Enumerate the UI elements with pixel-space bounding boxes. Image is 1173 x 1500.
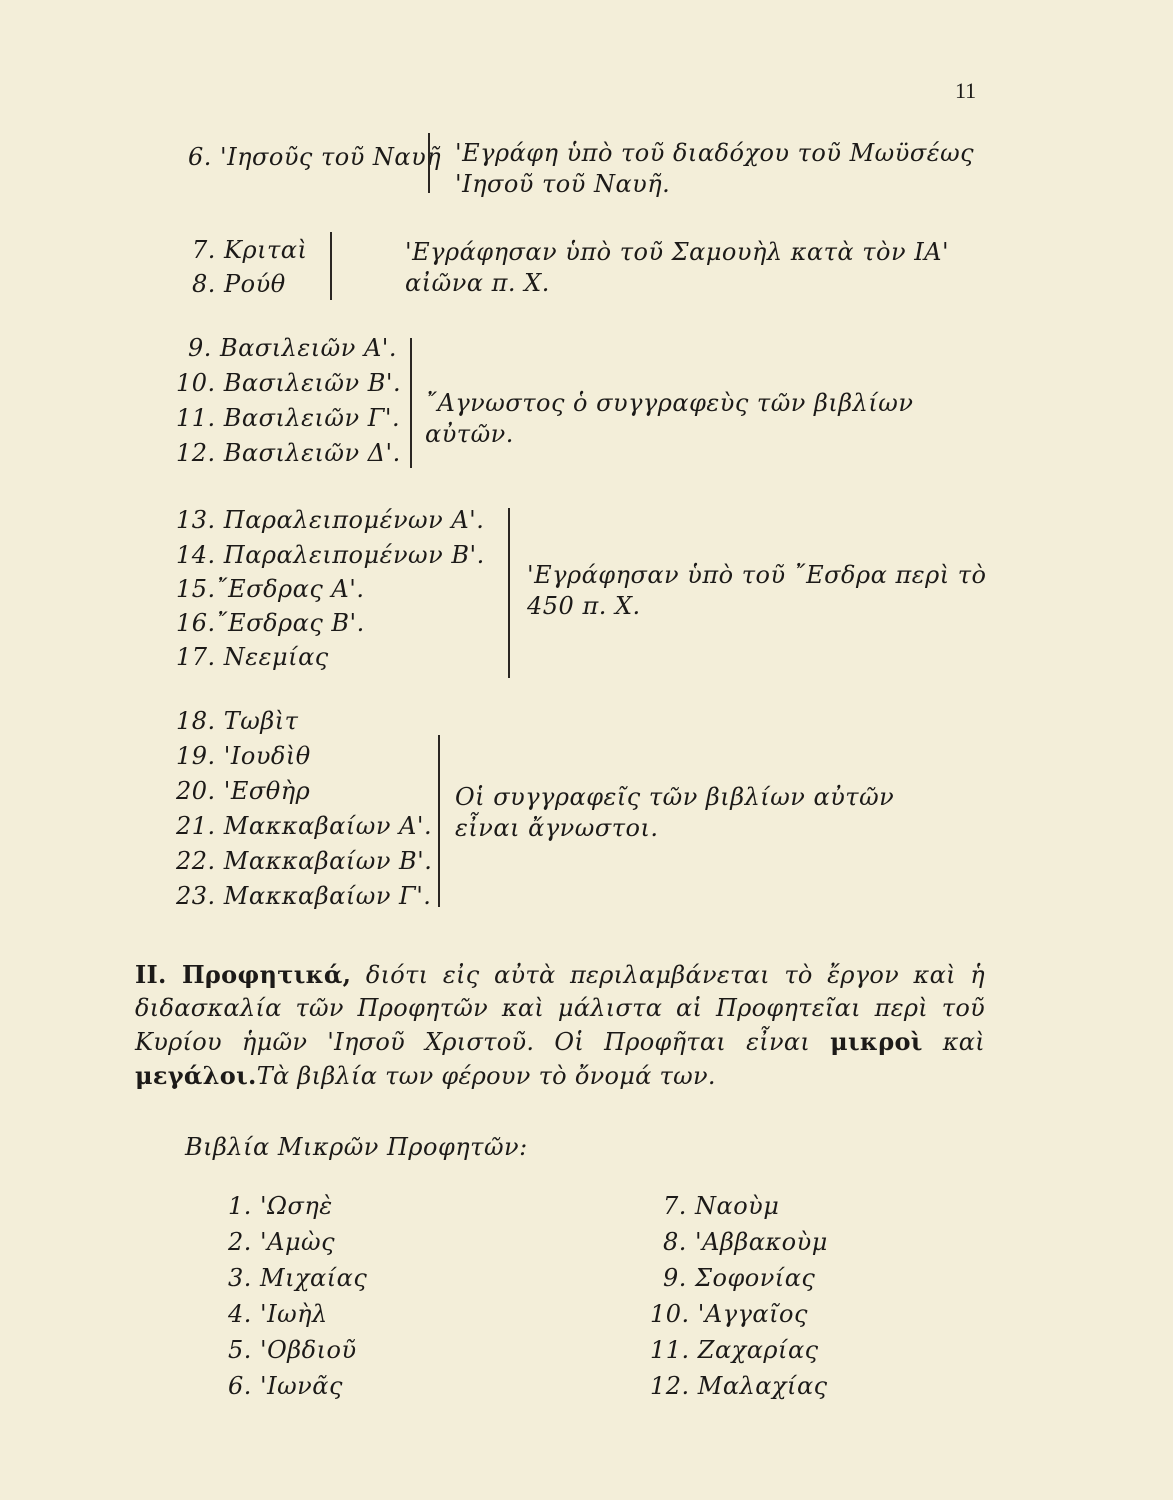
paragraph-text: Τὰ βιβλία των φέρουν τὸ ὄνομά των.	[256, 1062, 716, 1090]
paragraph-text: καὶ	[942, 1028, 986, 1056]
list-item: 12. Βασιλειῶν Δ'.	[176, 439, 401, 467]
section-heading: Βιβλία Μικρῶν Προφητῶν:	[185, 1133, 528, 1161]
list-item: 22. Μακκαβαίων Β'.	[176, 847, 433, 875]
emphasis-small: μικροὶ	[830, 1027, 923, 1056]
list-item: 10. Βασιλειῶν Β'.	[176, 369, 402, 397]
brace	[410, 338, 412, 468]
list-item: 5. 'Οβδιοῦ	[228, 1336, 357, 1364]
brace	[438, 735, 440, 907]
group-description: 'Εγράφησαν ὑπὸ τοῦ ῎Εσδρα περὶ τὸ 450 π. Χ.	[527, 561, 987, 620]
list-item: 10. 'Αγγαῖος	[650, 1300, 808, 1328]
list-item: 19. 'Ιουδὶθ	[176, 742, 311, 770]
list-item: 11. Ζαχαρίας	[650, 1336, 819, 1364]
group-description: 'Εγράφη ὑπὸ τοῦ διαδόχου τοῦ Μωϋσέως 'Ιησοῦ τοῦ Ναυῆ.	[455, 139, 975, 198]
list-item: 21. Μακκαβαίων Α'.	[176, 812, 433, 840]
list-item: 6. 'Ιωνᾶς	[228, 1372, 343, 1400]
list-item: 18. Τωβὶτ	[176, 707, 299, 735]
list-item: 20. 'Εσθὴρ	[176, 777, 311, 805]
list-item: 7. Ναοὺμ	[663, 1192, 780, 1220]
list-item: 11. Βασιλειῶν Γ'.	[176, 404, 401, 432]
list-item: 15.῎Εσδρας Α'.	[176, 575, 365, 603]
list-item: 9. Βασιλειῶν Α'.	[188, 334, 398, 362]
list-item: 13. Παραλειπομένων Α'.	[176, 506, 485, 534]
list-item: 8. 'Αββακοὺμ	[663, 1228, 828, 1256]
brace	[508, 508, 510, 678]
list-item: 3. Μιχαίας	[228, 1264, 368, 1292]
list-item: 12. Μαλαχίας	[650, 1372, 828, 1400]
group-description: 'Εγράφησαν ὑπὸ τοῦ Σαμουὴλ κατὰ τὸν ΙΑ' αἰῶνα π. Χ.	[405, 238, 950, 297]
group-description: Οἱ συγγραφεῖς τῶν βιβλίων αὐτῶν εἶναι ἄγνωστοι.	[455, 783, 895, 842]
brace	[330, 232, 332, 300]
list-item: 2. 'Αμὼς	[228, 1228, 336, 1256]
emphasis-great: μεγάλοι.	[135, 1061, 257, 1090]
list-item: 7. Κριταὶ	[192, 236, 308, 264]
list-item: 6. 'Ιησοῦς τοῦ Ναυῆ	[188, 143, 442, 171]
list-item: 9. Σοφονίας	[663, 1264, 816, 1292]
list-item: 16.῎Εσδρας Β'.	[176, 609, 365, 637]
list-item: 4. 'Ιωὴλ	[228, 1300, 328, 1328]
list-item: 14. Παραλειπομένων Β'.	[176, 541, 485, 569]
list-item: 1. 'Ωσηὲ	[228, 1192, 333, 1220]
brace	[428, 133, 430, 193]
page-number: 11	[955, 78, 977, 103]
group-description: ῎Αγνωστος ὁ συγγραφεὺς τῶν βιβλίων αὐτῶν.	[425, 389, 914, 448]
list-item: 23. Μακκαβαίων Γ'.	[176, 882, 432, 910]
paragraph-text: διότι εἰς αὐτὰ περιλαμβάνεται τὸ ἔργον καὶ ἡ διδασκαλία τῶν Προφητῶν καὶ μάλιστα αἱ Προφητεῖαι περὶ τοῦ Κυρίου ἡμῶν 'Ιησοῦ Χριστοῦ. Οἱ Προφῆται εἶναι	[135, 961, 985, 1056]
section-label: ΙΙ. Προφητικά,	[135, 960, 352, 989]
list-item: 8. Ρούθ	[192, 270, 286, 298]
list-item: 17. Νεεμίας	[176, 643, 329, 671]
section-paragraph	[135, 958, 985, 1093]
